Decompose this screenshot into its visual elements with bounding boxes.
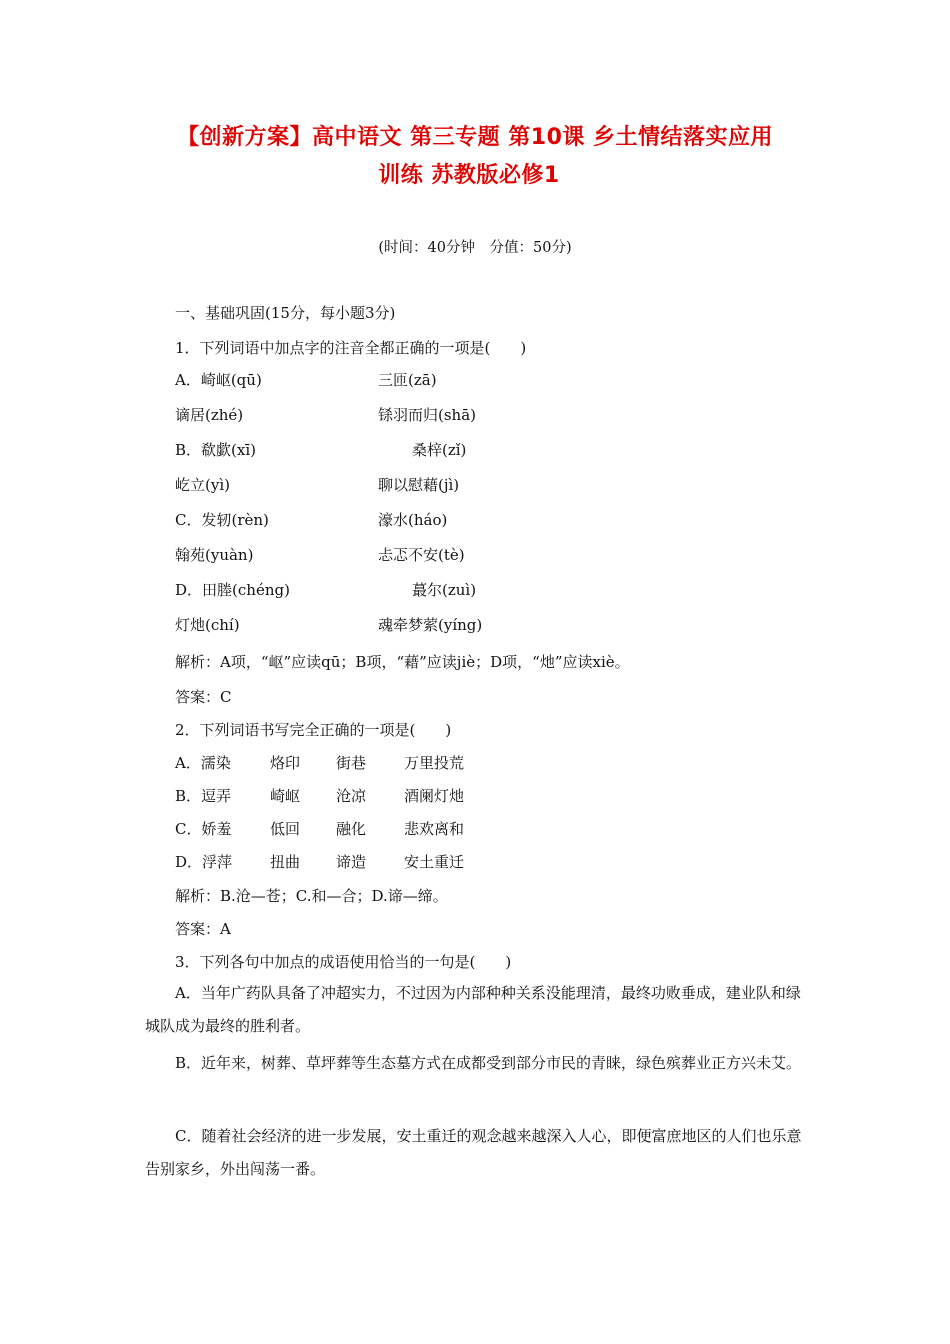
q2-b-word2: 崎岖 (270, 787, 301, 805)
q2-option-d (175, 851, 464, 872)
q2-c-word1: C．娇羞 (175, 820, 232, 838)
q1-row-7-left: D．田塍(chéng) (175, 581, 290, 599)
q1-answer: 答案：C (175, 688, 232, 706)
q1-row-7-right: 蕞尔(zuì) (412, 581, 477, 599)
q2-a-word3: 街巷 (336, 754, 367, 772)
q2-a-word2: 烙印 (270, 754, 301, 772)
q2-stem: 2．下列词语书写完全正确的一项是( ) (175, 721, 452, 739)
document-title-line2: 训练 苏教版必修1 (378, 163, 560, 188)
document-title-line1: 【创新方案】高中语文 第三专题 第10课 乡土情结落实应用 (176, 125, 774, 150)
q2-option-b (175, 785, 464, 806)
q2-answer: 答案：A (175, 920, 231, 938)
q1-row-6-left: 翰苑(yuàn) (175, 546, 254, 564)
q1-row-1-right: 三匝(zā) (378, 371, 437, 389)
q2-c-word3: 融化 (336, 820, 367, 838)
q2-d-word4: 安土重迁 (404, 853, 465, 871)
q2-d-word1: D．浮萍 (175, 853, 233, 871)
time-and-score: (时间：40分钟 分值：50分) (378, 240, 572, 256)
q1-row-1-left: A．崎岖(qū) (175, 371, 262, 389)
q1-row-4-right: 聊以慰藉(jì) (378, 476, 460, 494)
q3-stem: 3．下列各句中加点的成语使用恰当的一句是( ) (175, 953, 512, 971)
q3-option-a: A．当年广药队具备了冲超实力，不过因为内部种种关系没能理清，最终功败垂成，建业队和绿城队成为最终的胜利者。 (145, 984, 801, 1035)
q1-stem: 1．下列词语中加点字的注音全都正确的一项是( ) (175, 339, 527, 357)
q3-option-b: B．近年来，树葬、草坪葬等生态墓方式在成都受到部分市民的青睐，绿色殡葬业正方兴未艾。 (175, 1054, 802, 1072)
q1-row-3-left: B．欷歔(xī) (175, 441, 256, 459)
q2-b-word3: 沧凉 (336, 787, 367, 805)
q1-row-2-right: 铩羽而归(shā) (378, 406, 477, 424)
q2-option-a (175, 752, 464, 773)
q2-c-word4: 悲欢离和 (404, 820, 465, 838)
q2-analysis: 解析：B.沧—苍；C.和—合；D.谛—缔。 (175, 887, 448, 905)
q2-option-c (175, 818, 464, 839)
q2-d-word2: 扭曲 (270, 853, 301, 871)
q2-a-word1: A．濡染 (175, 754, 231, 772)
q2-c-word2: 低回 (270, 820, 301, 838)
q1-row-6-right: 忐忑不安(tè) (378, 546, 465, 564)
q1-row-8-right: 魂牵梦萦(yíng) (378, 616, 483, 634)
q1-analysis: 解析：A项，“岖”应读qū；B项，“藉”应读jiè；D项，“灺”应读xiè。 (175, 653, 630, 671)
q2-d-word3: 谛造 (336, 853, 367, 871)
q1-row-8-left: 灯灺(chí) (175, 616, 240, 634)
q2-b-word1: B．逗弄 (175, 787, 232, 805)
q2-a-word4: 万里投荒 (404, 754, 465, 772)
q3-option-c: C．随着社会经济的进一步发展，安土重迁的观念越来越深入人心，即便富庶地区的人们也乐意告别家乡，外出闯荡一番。 (145, 1127, 802, 1178)
q1-row-3-right: 桑梓(zǐ) (412, 441, 467, 459)
q1-row-5-right: 濠水(háo) (378, 511, 448, 529)
q1-row-2-left: 谪居(zhé) (175, 406, 244, 424)
q1-row-5-left: C．发轫(rèn) (175, 511, 269, 529)
section-heading: 一、基础巩固(15分，每小题3分) (175, 304, 396, 322)
q1-row-4-left: 屹立(yì) (175, 476, 230, 494)
q2-b-word4: 酒阑灯灺 (404, 787, 465, 805)
